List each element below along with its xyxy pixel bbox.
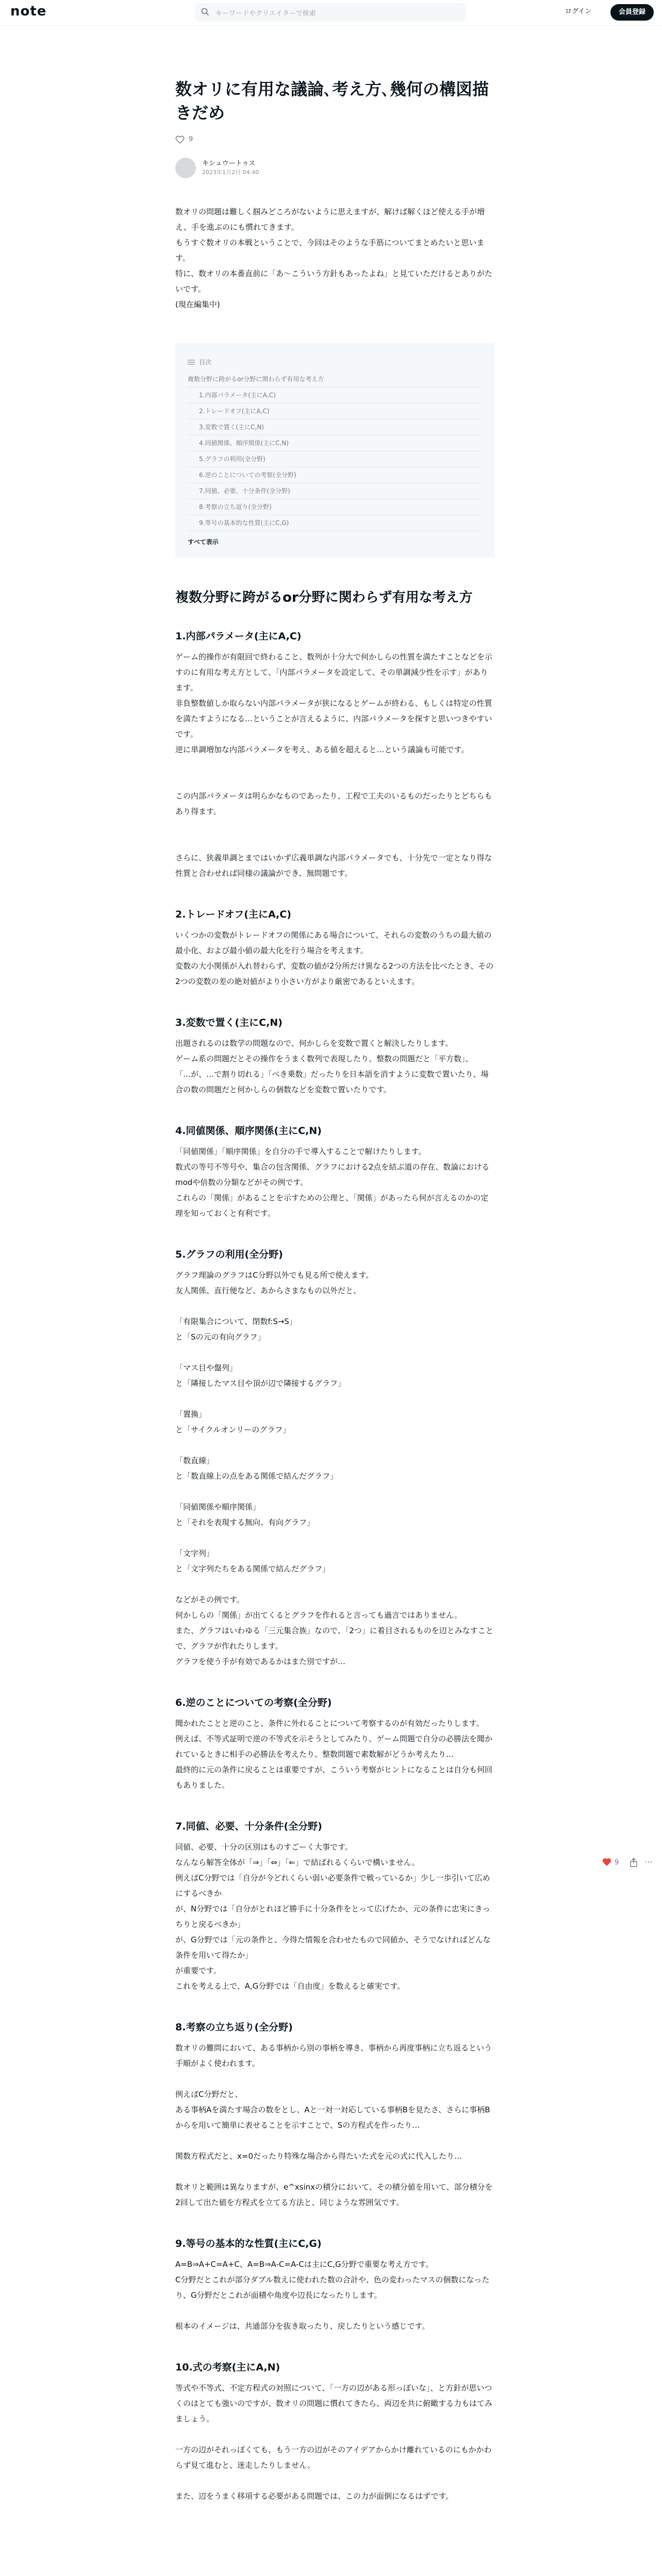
paragraph: 例えばC分野だと、 [175, 2090, 243, 2099]
subsection-heading: 3.変数で置く(主にC,N) [175, 1017, 283, 1028]
paragraph: 数式の等号不等号や、集合の包含関係、グラフにおける2点を結ぶ道の存在、数論におけるmodや倍数の分類などがその例です。 [175, 1162, 490, 1187]
paragraph: 例えばC分野では「自分が今どれくらい弱い必要条件で戦っているか」少し一歩引いて広めにするべきか [175, 1873, 490, 1898]
paragraph: 関数方程式だと、x=0だったり特殊な場合から得たいた式を元の式に代入したり… [175, 2151, 462, 2161]
example-item: と「数直線上の点をある関係で結んだグラフ」 [175, 1471, 338, 1481]
table-of-contents [175, 343, 495, 557]
paragraph: が重要です。 [175, 1966, 221, 1975]
subsection-heading: 8.考察の立ち返り(全分野) [175, 2022, 293, 2033]
article-title: 数オリに有用な議論､考え方､幾何の構図描きだめ [175, 79, 489, 123]
toc-header[interactable] [188, 358, 483, 366]
paragraph: 数オリと範囲は異なりますが、e^xsinxの積分において、その積分値を用いて、部分積分を2回して出た値を方程式を立てる方法と、同じような雰囲気です。 [175, 2182, 493, 2207]
paragraph: 変数の大小関係が入れ替わらず、変数の値が2分所だけ異なる2つの方法を比べたとき、その2つの変数の差の絶対値がより小さい方がより厳密であるといえます。 [175, 961, 494, 986]
example-item: と「サイクルオンリーのグラフ」 [175, 1425, 291, 1434]
example-item: と「隣接したマス目や頂が辺で隣接するグラフ」 [175, 1379, 346, 1388]
paragraph: 例えば、不等式証明で逆の不等式を示そうとしてみたり、ゲーム問題で自分の必勝法を聞かれているときに相手の必勝法を考えたり、整数問題で素数解がどうか考えたり… [175, 1734, 493, 1759]
avatar[interactable] [175, 158, 196, 178]
paragraph: A=B⇒A+C=A+C、A=B⇒A-C=A-Cは主にC,G分野で重要な考え方です。 [175, 2260, 434, 2269]
subsection-heading: 6.逆のことについての考察(全分野) [175, 1697, 332, 1708]
toc-item[interactable]: 3.変数で置く(主にC,N) [188, 419, 483, 435]
like-row [175, 134, 495, 147]
paragraph: 最終的に元の条件に戻ることは重要ですが、こういう考察がヒントになることは自分も何回もありました。 [175, 1765, 493, 1790]
paragraph: グラフを使う手が有効であるかはまた別ですが… [175, 1657, 346, 1666]
example-item: 「文字列」 [175, 1549, 214, 1558]
toc-item[interactable]: 7.同値、必要、十分条件(全分野) [188, 483, 483, 499]
toc-item[interactable]: 8.考察の立ち返り(全分野) [188, 499, 483, 515]
paragraph: C分野だとこれが部分ダブル数えに使われた数の合計や、色の変わったマスの個数になったり、G分野だとこれが面積や角度や辺長になったりします。 [175, 2275, 490, 2300]
toc-label: 目次 [199, 359, 212, 366]
paragraph: が、G分野では「元の条件と、今得た情報を合わせたもので同値か、そうでなければどんな条件を用いて得たか」 [175, 1935, 491, 1960]
intro-paragraph: 特に、数オリの本番直前に「あ〜こういう方針もあったよね」と見ていただけるとありがたいです。 [175, 269, 492, 294]
paragraph: さらに、狭義単調とまではいかず広義単調な内部パラメータでも、十分先で一定となり得な性質と合わせれば同様の議論ができ、無問題です。 [175, 853, 492, 878]
example-item: 「同値関係や順序関係」 [175, 1502, 261, 1512]
toc-item[interactable]: 9.等号の基本的な性質(主にC,G) [188, 515, 483, 531]
example-item: 「マス目や盤列」 [175, 1363, 238, 1372]
paragraph: 根本のイメージは、共通部分を抜き取ったり、戻したりという感じです。 [175, 2321, 430, 2331]
example-item: 「有限集合について、閉数f:S→S」 [175, 1317, 297, 1326]
paragraph: また、グラフはいわゆる「三元集合族」なので、「2つ」に着目されるものを辺とみなすことで、グラフが作れたりします。 [175, 1626, 493, 1651]
paragraph: 出題されるのは数学の問題なので、何かしらを変数で置くと解決したりします。 [175, 1039, 453, 1048]
paragraph: ゲーム系の問題だとその操作をうまく数列で表現したり、整数の問題だと「平方数」、 [175, 1054, 473, 1063]
toc-item[interactable]: 複数分野に跨がるor分野に関わらず有用な考え方 [188, 371, 483, 387]
paragraph: 非負整数値しか取らない内部パラメータが狭になるとゲームが終わる、もしくは特定の性質を満たすようになる…ということが言えるように、内部パラメータを探すと思いつきやすいです。 [175, 699, 492, 739]
subsection-heading: 10.式の考察(主にA,N) [175, 2362, 280, 2373]
intro-paragraph: 数オリの問題は難しく掴みどころがないように思えますが、解けば解くほど使える手が増え、手を進ぶのにも慣れてきます。 [175, 207, 485, 232]
subsection-heading: 1.内部パラメータ(主にA,C) [175, 631, 302, 642]
like-heart-icon[interactable] [602, 1858, 611, 1866]
example-item: と「それを表現する無向、有向グラフ」 [175, 1518, 315, 1527]
paragraph: 友人関係、直行便など、あからさまなもの以外だと、 [175, 1286, 361, 1295]
toc-item[interactable]: 1.内部パラメータ(主にA,C) [188, 387, 483, 403]
heart-icon[interactable] [175, 135, 185, 144]
intro-paragraph: もうすぐ数オリの本戦ということで、今回はそのような手筋についてまとめたいと思います。 [175, 238, 485, 263]
login-link[interactable]: ログイン [565, 8, 592, 15]
paragraph: などがその例です。 [175, 1595, 244, 1604]
note-logo[interactable]: note [10, 4, 47, 19]
paragraph: が、N分野では「自分がとれほど勝手に十分条件をとって広げたか、元の条件に忠実にきっちりと戻るべきか」 [175, 1904, 490, 1929]
paragraph: いくつかの変数がトレードオフの関係にある場合について、それらの変数のうちの最大値の最小化、および最小値の最大化を行う場合を考えます。 [175, 930, 492, 955]
paragraph: なんなら解答全体が「⇒」「⇔」「⇐」で結ばれるくらいで構いません。 [175, 1858, 420, 1867]
paragraph: 同値、必要、十分の区別はものすごーく大事です。 [175, 1842, 353, 1852]
toc-show-all-button[interactable]: すべて表示 [188, 538, 219, 546]
publish-date: 2023年1月2日 04:40 [202, 169, 259, 176]
intro-paragraph: (現在編集中) [175, 300, 220, 309]
top-bar [0, 0, 662, 26]
paragraph: 何かしらの「関係」が出てくるとグラフを作れると言っても過言ではありません。 [175, 1611, 462, 1620]
paragraph: 逆に単調増加な内部パラメータを考え、ある値を超えると…という議論も可能です。 [175, 745, 469, 754]
paragraph: 数オリの難問において、ある事柄から別の事柄を導き、事柄から再度事柄に立ち返るという手順がよく使われます。 [175, 2043, 492, 2068]
search-icon [201, 8, 209, 16]
paragraph: 等式や不等式、不定方程式の対照について、「一方の辺がある形っぽいな」、と方針が思いつくのはとても強いのですが、数オリの問題に慣れてきたら、両辺を共に俯瞰する力もはてみましょう。 [175, 2383, 493, 2424]
subsection-heading: 7.同値、必要、十分条件(全分野) [175, 1821, 322, 1832]
author-name[interactable]: キシュウートゥス [202, 160, 256, 167]
toc-item[interactable]: 4.同値関係、順序関係(主にC,N) [188, 435, 483, 451]
paragraph: この内部パラメータは明らかなものであったり、工程で工夫のいるものだったりとどちらもあり得ます。 [175, 791, 492, 816]
paragraph: ある事柄Aを満たす場合の数をとし、Aと一対一対応している事柄Bを見たさ、さらに事柄Bからを用いて簡単に表せることを示すことで、Sの方程式を作ったり… [175, 2105, 490, 2130]
subsection-heading: 5.グラフの利用(全分野) [175, 1249, 283, 1260]
side-like-count: 9 [615, 1859, 619, 1867]
paragraph: また、辺をうまく移項する必要がある問題では、この力が面倒になるはずです。 [175, 2492, 454, 2501]
toc-item[interactable]: 6.逆のことについての考察(全分野) [188, 467, 483, 483]
signup-button[interactable]: 会員登録 [610, 4, 654, 21]
list-icon [188, 359, 195, 365]
like-count: 9 [189, 135, 193, 143]
paragraph: ゲーム的操作が有限回で終わること、数列が十分大で何かしらの性質を満たすことなどを示すのに有用な考え方として、「内部パラメータを設定して、その単調減少性を示す」があります。 [175, 652, 493, 692]
example-item: 「置換」 [175, 1410, 207, 1419]
subsection-heading: 4.同値関係、順序関係(主にC,N) [175, 1125, 322, 1137]
example-item: 「数直線」 [175, 1456, 214, 1465]
toc-item[interactable]: 2.トレードオフ(主にA,C) [188, 403, 483, 419]
subsection-heading: 9.等号の基本的な性質(主にC,G) [175, 2238, 322, 2249]
example-item: と「Sの元の有向グラフ」 [175, 1332, 266, 1342]
paragraph: 一方の辺がそれっぽくても、もう一方の辺がそのアイデアからかけ離れているのにもかかわらず見て進むと、迷走したりしません。 [175, 2445, 492, 2470]
paragraph: グラフ理論のグラフはC分野以外でも見る所で使えます。 [175, 1270, 374, 1280]
paragraph: 「同値関係」「順序関係」を自分の手で導入することで解けたりします。 [175, 1147, 426, 1156]
section-heading: 複数分野に跨がるor分野に関わらず有用な考え方 [175, 590, 473, 605]
paragraph: これらの「関係」があることを示すための公理と、「関係」があったら何が言えるのかの定理を知っておくと有利です。 [175, 1193, 489, 1218]
share-icon[interactable] [629, 1858, 638, 1867]
subsection-heading: 2.トレードオフ(主にA,C) [175, 909, 291, 920]
article [175, 77, 495, 2504]
floating-actions [602, 1857, 659, 1869]
author-block [175, 157, 495, 182]
example-item: と「文字列たちをある関係で結んだグラフ」 [175, 1564, 330, 1573]
paragraph: 「…が、…で割り切れる」「べき乗数」だったりを日本語を消すように変数で置いたり、場合の数の問題だと何かしらの個数などを変数で置いたりです。 [175, 1070, 489, 1094]
search-placeholder: キーワードやクリエイターで検索 [216, 10, 316, 18]
search-bar[interactable] [195, 3, 466, 22]
toc-item[interactable]: 5.グラフの利用(全分野) [188, 451, 483, 467]
more-options-icon[interactable]: ⋯ [644, 1857, 653, 1867]
paragraph: 聞かれたことと逆のこと、条件に外れることについて考察するのが有効だったりします。 [175, 1719, 484, 1728]
paragraph: これを考える上で、A,G分野では「自由度」を数えると確実です。 [175, 1981, 405, 1991]
